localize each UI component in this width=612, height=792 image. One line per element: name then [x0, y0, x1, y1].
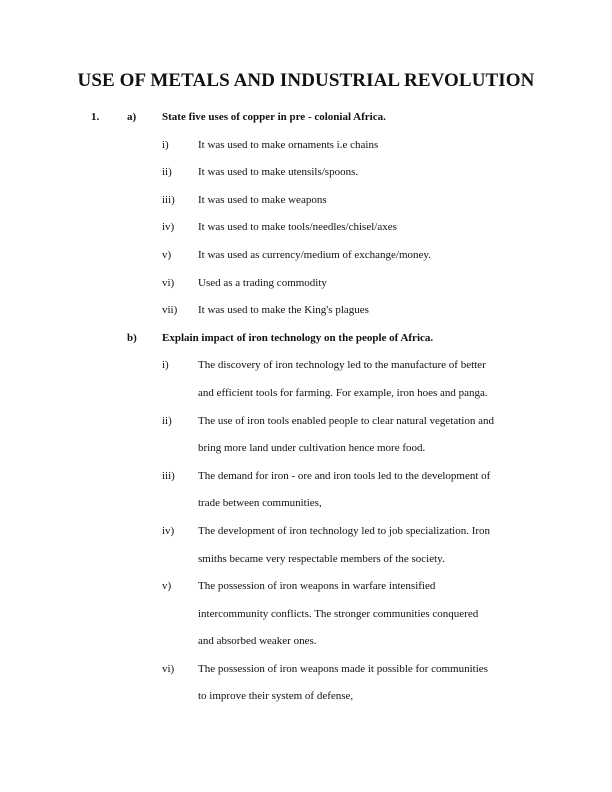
answer-text: smiths became very respectable members of the society.: [198, 552, 445, 565]
answer-numeral: iii): [162, 193, 175, 206]
answer-text: Used as a trading commodity: [198, 276, 327, 289]
answer-line: [0, 214, 612, 242]
answer-text: bring more land under cultivation hence more food.: [198, 442, 426, 455]
answer-line: [0, 546, 612, 574]
document-body: [0, 104, 612, 711]
page-title: USE OF METALS AND INDUSTRIAL REVOLUTION: [77, 70, 535, 91]
answer-line: [0, 683, 612, 711]
answer-line: [0, 132, 612, 160]
answer-text: The development of iron technology led to job specialization. Iron: [198, 524, 491, 537]
answer-line: [0, 270, 612, 298]
answer-numeral: vi): [162, 662, 175, 675]
part-prompt: Explain impact of iron technology on the people of Africa.: [162, 331, 434, 344]
answer-line: [0, 242, 612, 270]
answer-line: [0, 628, 612, 656]
answer-numeral: iii): [162, 469, 175, 482]
answer-numeral: iv): [162, 524, 175, 537]
answer-text: It was used to make the King's plagues: [198, 304, 369, 317]
part-label: b): [127, 331, 137, 344]
answer-text: It was used to make weapons: [198, 193, 327, 206]
answer-text: trade between communities,: [198, 497, 322, 510]
answer-text: to improve their system of defense,: [198, 690, 354, 703]
answer-numeral: i): [162, 359, 169, 372]
answer-line: [0, 159, 612, 187]
answer-line: [0, 297, 612, 325]
answer-line: [0, 380, 612, 408]
answer-text: The use of iron tools enabled people to clear natural vegetation and: [198, 414, 494, 427]
answer-numeral: v): [162, 248, 172, 261]
answer-line: [0, 573, 612, 601]
question-part-heading: [0, 325, 612, 353]
answer-numeral: vii): [162, 304, 178, 317]
answer-line: [0, 601, 612, 629]
answer-numeral: vi): [162, 276, 175, 289]
answer-line: [0, 187, 612, 215]
answer-text: It was used to make utensils/spoons.: [198, 166, 359, 179]
answer-line: [0, 463, 612, 491]
answer-line: [0, 490, 612, 518]
answer-text: It was used to make ornaments i.e chains: [198, 138, 379, 151]
answer-text: The possession of iron weapons made it possible for communities: [198, 662, 488, 675]
answer-text: The discovery of iron technology led to the manufacture of better: [198, 359, 486, 372]
part-prompt: State five uses of copper in pre - colonial Africa.: [162, 111, 386, 123]
answer-line: [0, 408, 612, 436]
answer-text: The possession of iron weapons in warfare intensified: [198, 580, 436, 593]
answer-text: intercommunity conflicts. The stronger communities conquered: [198, 607, 479, 620]
answer-numeral: ii): [162, 414, 172, 427]
part-label: a): [127, 111, 137, 123]
answer-numeral: ii): [162, 166, 172, 179]
answer-line: [0, 518, 612, 546]
answer-text: The demand for iron - ore and iron tools led to the development of: [198, 469, 491, 482]
answer-numeral: v): [162, 580, 172, 593]
answer-text: and absorbed weaker ones.: [198, 635, 317, 648]
question-part-heading: [0, 104, 612, 132]
answer-line: [0, 656, 612, 684]
answer-text: It was used as currency/medium of exchange/money.: [198, 248, 431, 261]
answer-numeral: iv): [162, 221, 175, 234]
answer-numeral: i): [162, 138, 169, 151]
answer-line: [0, 352, 612, 380]
question-number: 1.: [91, 111, 100, 123]
answer-line: [0, 435, 612, 463]
answer-text: and efficient tools for farming. For example, iron hoes and panga.: [198, 386, 488, 399]
answer-text: It was used to make tools/needles/chisel/axes: [198, 221, 397, 234]
